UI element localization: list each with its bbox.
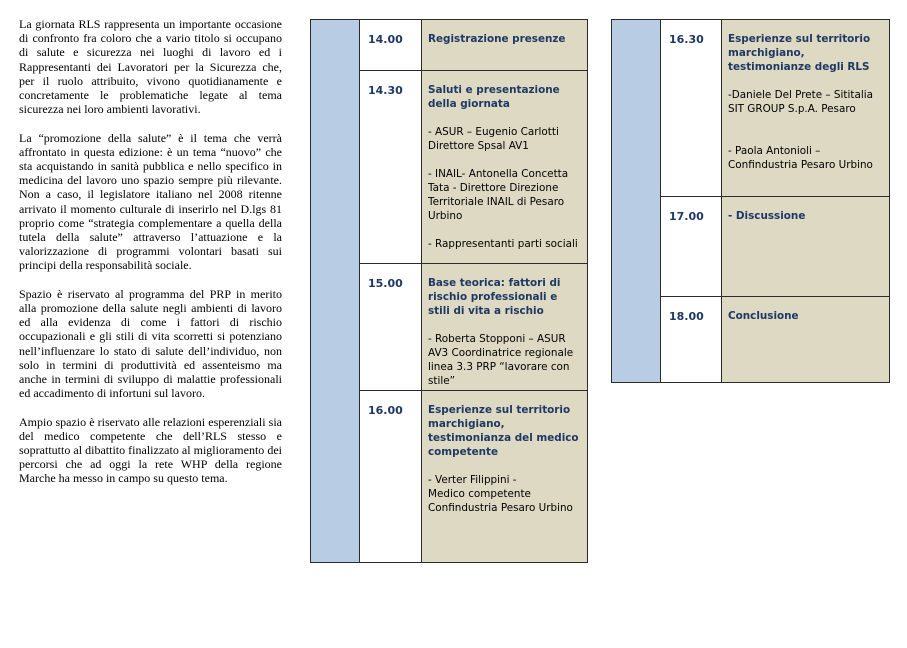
program-speakers: - Roberta Stopponi – ASUR AV3 Coordinatrice regionale linea 3.3 PRP “lavorare con stile” bbox=[428, 333, 574, 387]
intro-paragraph-3: Spazio è riservato al programma del PRP in merito alla promozione della salute negli ambienti di lavoro ed alla evidenza di come i fattori di rischio occupazionali e gli stili di vita scorretti si potenziano nell’influenzare lo stato di salute dell’individuo, non solo in termini di produttività ed assenteismo ma anche in termini di sviluppo di malattie professionali ed accadimento di infortuni sul lavoro. bbox=[19, 286, 282, 401]
intro-paragraph-4: Ampio spazio è riservato alle relazioni esperenziali sia del medico competente che dell’RLS stesso e soprattutto al dibattito finalizzato al miglioramento dei percorsi che ad oggi la rete WHP della regione Marche ha messo in campo su questo tema. bbox=[19, 414, 282, 486]
program-side-band bbox=[612, 20, 661, 383]
program-time: 15.00 bbox=[360, 264, 422, 391]
program-title: Conclusione bbox=[728, 310, 799, 322]
program-title: - Discussione bbox=[728, 210, 806, 222]
program-title: Base teorica: fattori di rischio professionali e stili di vita a rischio bbox=[428, 277, 561, 317]
program-speakers: - ASUR – Eugenio Carlotti Direttore Spsal AV1 - INAIL- Antonella Concetta Tata - Direttore Direzione Territoriale INAIL di Pesaro Urbino - Rappresentanti parti sociali bbox=[428, 126, 578, 250]
program-content bbox=[422, 264, 588, 391]
program-time: 14.00 bbox=[360, 20, 422, 71]
program-title: Esperienze sul territorio marchigiano, testimonianze degli RLS bbox=[728, 33, 871, 73]
intro-paragraph-1: La giornata RLS rappresenta un importante occasione di confronto fra coloro che a vario titolo si occupano di salute e sicurezza nei luoghi di lavoro ed i Rappresentanti dei Lavoratori per la Sicurezza che, per il ruolo attribuito, vivono quotidianamente e concretamente le problematiche legate al tema sicurezza nei loro ambienti lavorativi. bbox=[19, 17, 282, 117]
program-time: 17.00 bbox=[661, 197, 722, 297]
program-content bbox=[722, 197, 890, 297]
program-side-band bbox=[311, 20, 360, 563]
program-speakers: - Verter Filippini - Medico competente Confindustria Pesaro Urbino bbox=[428, 474, 573, 514]
program-content bbox=[722, 297, 890, 383]
program-content bbox=[422, 391, 588, 563]
program-title: Esperienze sul territorio marchigiano, testimonianza del medico competente bbox=[428, 404, 579, 458]
program-row bbox=[311, 20, 588, 71]
program-time: 16.30 bbox=[661, 20, 722, 197]
program-table-left bbox=[310, 19, 588, 563]
program-title: Registrazione presenze bbox=[428, 33, 566, 45]
intro-paragraph-2: La “promozione della salute” è il tema che verrà affrontato in questa edizione: è un tema “nuovo” che sta acquistando in sanità pubblica e nello specifico in medicina del lavoro uno spazio sempre più rilevante. Non a caso, il legislatore italiano nel 2008 ritenne arrivato il momento culturale di inserirlo nel D.lgs 81 proprio come “strategia complementare a quella della tutela della salute” attraverso l’attuazione e la valorizzazione di programmi volontari basati sui principi della responsabilità sociale. bbox=[19, 130, 282, 273]
program-time: 14.30 bbox=[360, 71, 422, 264]
program-time: 18.00 bbox=[661, 297, 722, 383]
program-speakers: -Daniele Del Prete – Sititalia SIT GROUP S.p.A. Pesaro - Paola Antonioli – Confindustria Pesaro Urbino bbox=[728, 89, 873, 171]
intro-text bbox=[19, 17, 282, 500]
program-content bbox=[722, 20, 890, 197]
program-row bbox=[612, 20, 890, 197]
program-time: 16.00 bbox=[360, 391, 422, 563]
program-content bbox=[422, 20, 588, 71]
program-title: Saluti e presentazione della giornata bbox=[428, 84, 560, 110]
program-table-right bbox=[611, 19, 890, 383]
program-content bbox=[422, 71, 588, 264]
